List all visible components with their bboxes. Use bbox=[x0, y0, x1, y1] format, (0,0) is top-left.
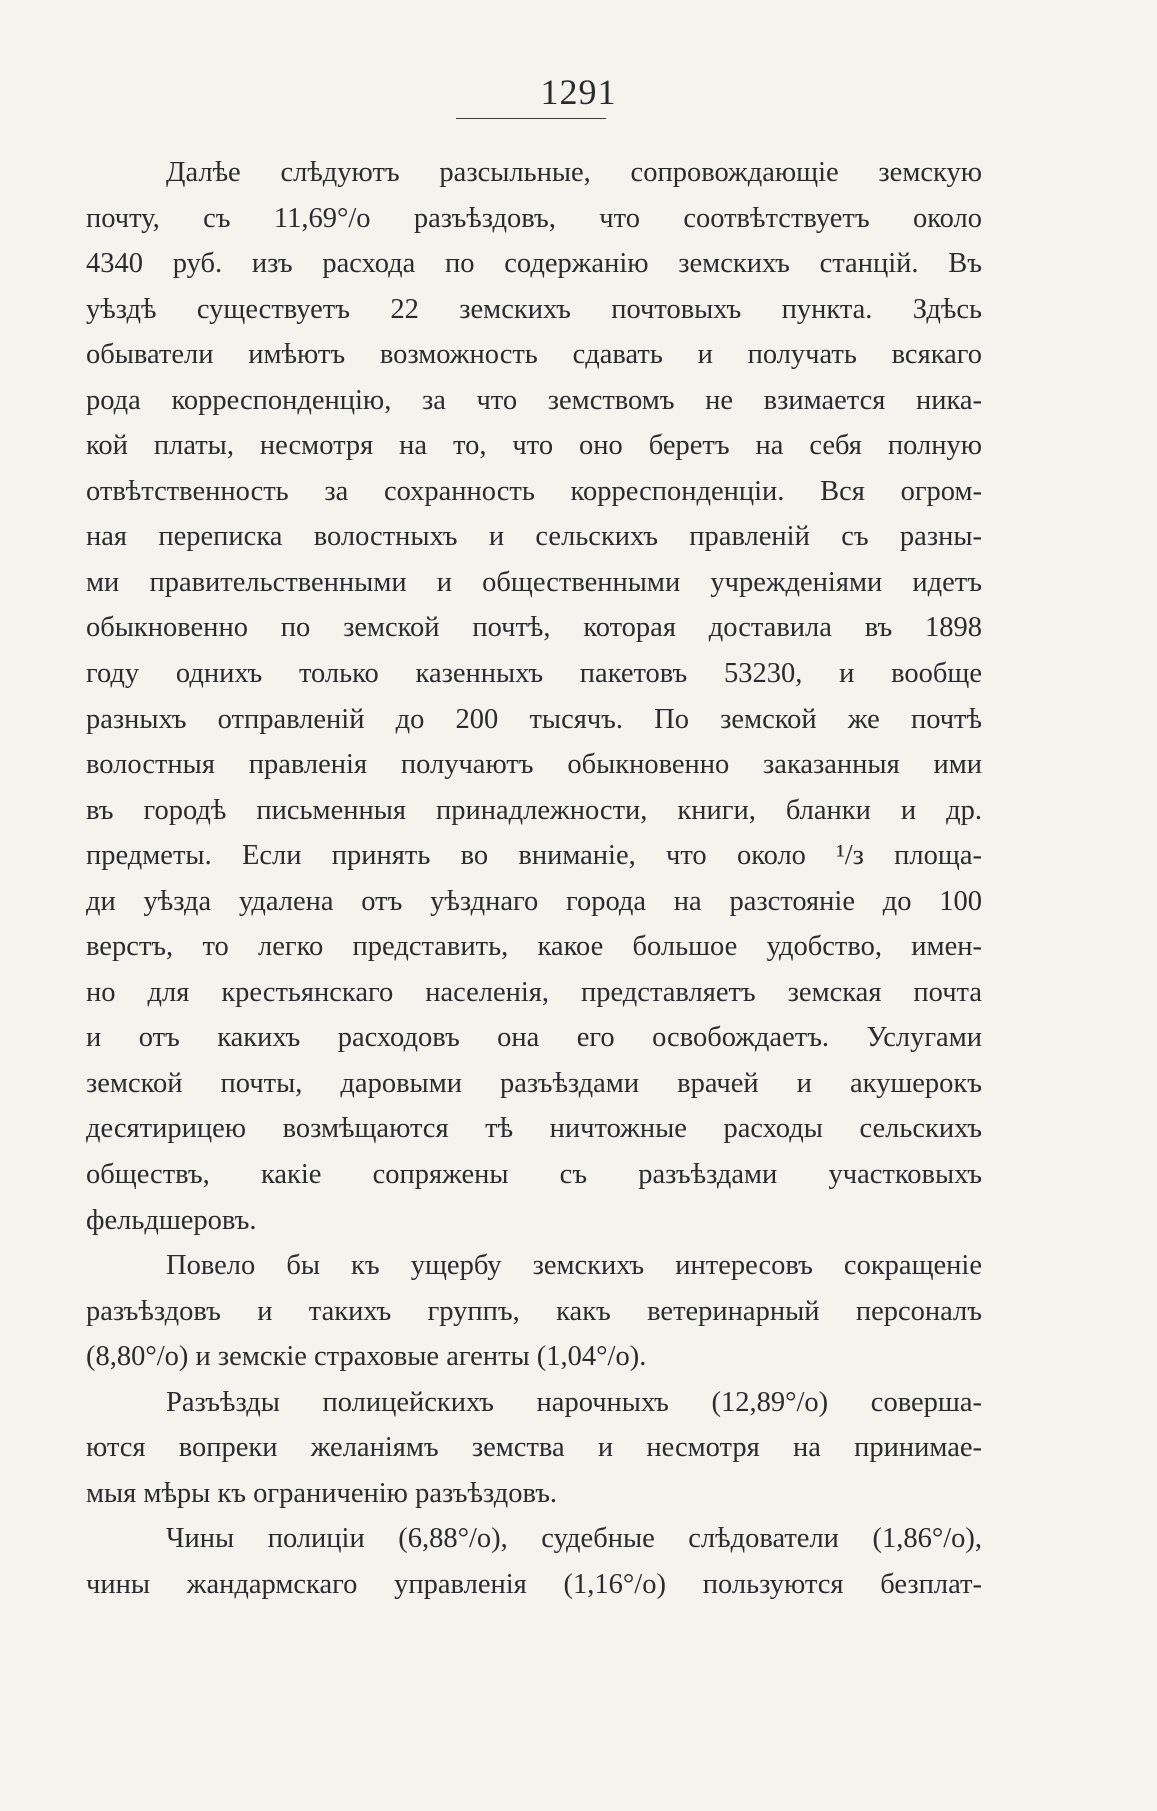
text-line: обыватели имѣютъ возможность сдавать и получать всякаго bbox=[86, 339, 982, 371]
text-line: но для крестьянскаго населенія, представляетъ земская почта bbox=[86, 976, 982, 1008]
text-line: (8,80°/о) и земскіе страховые агенты (1,04°/о). bbox=[86, 1341, 647, 1373]
text-line: десятирицею возмѣщаются тѣ ничтожные расходы сельскихъ bbox=[86, 1113, 982, 1145]
page-number: 1291 bbox=[540, 72, 617, 112]
text-line: фельдшеровъ. bbox=[86, 1204, 257, 1236]
page-number-rule bbox=[456, 118, 606, 119]
text-line: земской почты, даровыми разъѣздами врачей и акушерокъ bbox=[86, 1067, 982, 1099]
text-line: ются вопреки желаніямъ земства и несмотря на принимае- bbox=[86, 1432, 982, 1464]
text-line: ная переписка волостныхъ и сельскихъ правленій съ разны- bbox=[86, 521, 982, 553]
text-line: чины жандармскаго управленія (1,16°/о) пользуются безплат- bbox=[86, 1568, 982, 1600]
text-line: Разъѣзды полицейскихъ нарочныхъ (12,89°/о) соверша- bbox=[166, 1386, 982, 1418]
text-line: ми правительственными и общественными учрежденіями идетъ bbox=[86, 566, 982, 598]
text-line: разныхъ отправленій до 200 тысячъ. По земской же почтѣ bbox=[86, 703, 982, 735]
text-line: разъѣздовъ и такихъ группъ, какъ ветеринарный персоналъ bbox=[86, 1295, 982, 1327]
text-line: волостныя правленія получаютъ обыкновенно заказанныя ими bbox=[86, 749, 982, 781]
body-text bbox=[86, 150, 982, 1608]
text-line: и отъ какихъ расходовъ она его освобождаетъ. Услугами bbox=[86, 1022, 982, 1054]
text-line: Повело бы къ ущербу земскихъ интересовъ сокращеніе bbox=[166, 1250, 982, 1282]
text-line: предметы. Если принять во вниманіе, что около ¹/з площа- bbox=[86, 840, 982, 872]
text-line: году однихъ только казенныхъ пакетовъ 53230, и вообще bbox=[86, 658, 982, 690]
text-line: ди уѣзда удалена отъ уѣзднаго города на разстояніе до 100 bbox=[86, 885, 982, 917]
text-line: 4340 руб. изъ расхода по содержанію земскихъ станцій. Въ bbox=[86, 248, 982, 280]
text-line: обыкновенно по земской почтѣ, которая доставила въ 1898 bbox=[86, 612, 982, 644]
text-line: верстъ, то легко представить, какое большое удобство, имен- bbox=[86, 931, 982, 963]
text-line: обществъ, какіе сопряжены съ разъѣздами участковыхъ bbox=[86, 1159, 982, 1191]
text-line: мыя мѣры къ ограниченію разъѣздовъ. bbox=[86, 1477, 558, 1509]
text-line: отвѣтственность за сохранность корреспонденціи. Вся огром- bbox=[86, 475, 982, 507]
text-line: почту, съ 11,69°/о разъѣздовъ, что соотвѣтствуетъ около bbox=[86, 202, 982, 234]
text-line: Далѣе слѣдуютъ разсыльные, сопровождающіе земскую bbox=[166, 157, 982, 188]
text-line: рода корреспонденцію, за что земствомъ не взимается ника- bbox=[86, 384, 982, 416]
text-line: въ городѣ письменныя принадлежности, книги, бланки и др. bbox=[86, 794, 982, 826]
text-line: кой платы, несмотря на то, что оно беретъ на себя полную bbox=[86, 430, 982, 462]
text-line: Чины полиціи (6,88°/о), судебные слѣдователи (1,86°/о), bbox=[166, 1523, 982, 1555]
text-line: уѣздѣ существуетъ 22 земскихъ почтовыхъ пункта. Здѣсь bbox=[86, 293, 982, 325]
